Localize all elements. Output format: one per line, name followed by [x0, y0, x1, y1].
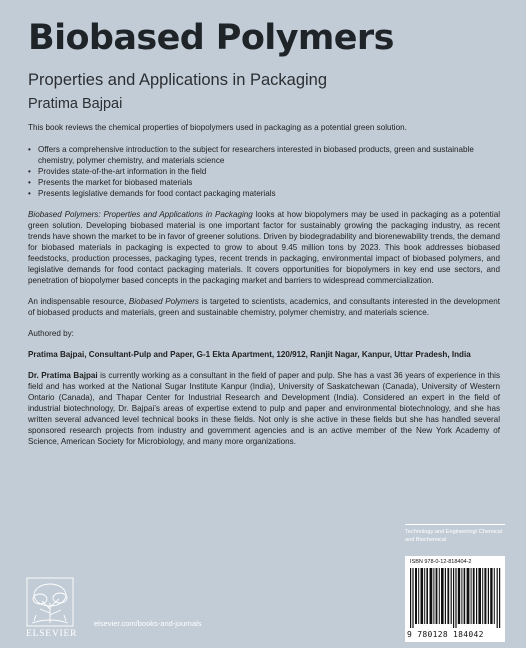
audience-italic: Biobased Polymers — [128, 297, 199, 306]
feature-item: • Presents the market for biobased materials — [28, 177, 500, 188]
feature-item: • Provides state-of-the-art information in the field — [28, 166, 500, 177]
elsevier-tree-logo-icon — [26, 577, 74, 637]
audience-before: An indispensable resource, — [28, 297, 129, 306]
book-subtitle: Properties and Applications in Packaging — [28, 71, 328, 89]
barcode-box — [405, 556, 505, 642]
audience-after: is targeted to scientists, academics, and consultants interested in the development of biobased products and materials, green and sustainable chemistry, polymer chemistry, and materials science. — [28, 297, 500, 317]
description-lead: Biobased Polymers: Properties and Applications in Packaging — [28, 210, 253, 219]
description-paragraph — [28, 209, 500, 286]
book-author: Pratima Bajpai — [28, 96, 123, 112]
barcode-icon — [410, 568, 501, 628]
feature-item: • Presents legislative demands for food contact packaging materials — [28, 188, 500, 199]
audience-paragraph — [28, 296, 500, 318]
feature-list — [28, 144, 500, 199]
barcode-number: 9 780128 184042 — [407, 630, 484, 639]
publisher-url[interactable]: elsevier.com/books-and-journals — [94, 619, 202, 628]
isbn-label: ISBN 978-0-12-818404-2 — [410, 559, 472, 565]
subject-category: Technology and Engineering/ Chemical and Biochemical — [405, 524, 505, 544]
authored-label: Authored by: — [28, 329, 74, 338]
feature-item: • Offers a comprehensive introduction to the subject for researchers interested in biobased products, green and sustainable chemistry, polymer chemistry, and materials science — [28, 144, 500, 166]
bio-text: is currently working as a consultant in the field of paper and pulp. She has a vast 36 years of experience in this field and has worked at the National Sugar Institute Kanpur (India), University of Saskatchewan (Canada), University of Western Ontario (Canada), and Thapar Center for Industrial Research and Development (India). Considered an expert in the field of industrial biotechnology, Dr. Bajpai’s areas of expertise extend to pulp and paper and environmental biotechnology, and she has written several advanced level technical books in these fields. Not only is she active in these fields but she has handled several sponsored research projects from industry and government agencies and is an active member of the New York Academy of Science, American Society for Microbiology, and many more organizations. — [28, 371, 500, 446]
description-body: looks at how biopolymers may be used in packaging as a potential green solution. Developing biobased material is one important factor for sustainably growing the packaging industry, as recent trends have shown the market to be in favor of greener solutions. Driven by biodegradability and biorenewability trends, the demand for biobased materials in packaging is expected to grow to about 9.45 million tons by 2023. This book addresses biobased feedstocks, production processes, packaging types, recent trends in packaging, environmental impact of biobased polymers, and legislative demands for food contact packaging materials. It covers opportunities for biopolymers in key end use sectors, and penetration of biopolymer based concepts in the packaging market and barriers to widespread commercialization. — [28, 210, 500, 285]
book-title: Biobased Polymers — [28, 18, 394, 58]
bio-name: Dr. Pratima Bajpai — [28, 371, 98, 380]
author-affiliation: Pratima Bajpai, Consultant-Pulp and Paper, G-1 Ekta Apartment, 120/912, Ranjit Nagar, Kanpur, Uttar Pradesh, India — [28, 350, 471, 359]
isbn-block — [405, 524, 505, 642]
publisher-name: ELSEVIER — [26, 629, 78, 639]
author-bio — [28, 370, 500, 447]
blurb — [28, 122, 500, 457]
intro-text: This book reviews the chemical properties of biopolymers used in packaging as a potential green solution. — [28, 123, 407, 132]
